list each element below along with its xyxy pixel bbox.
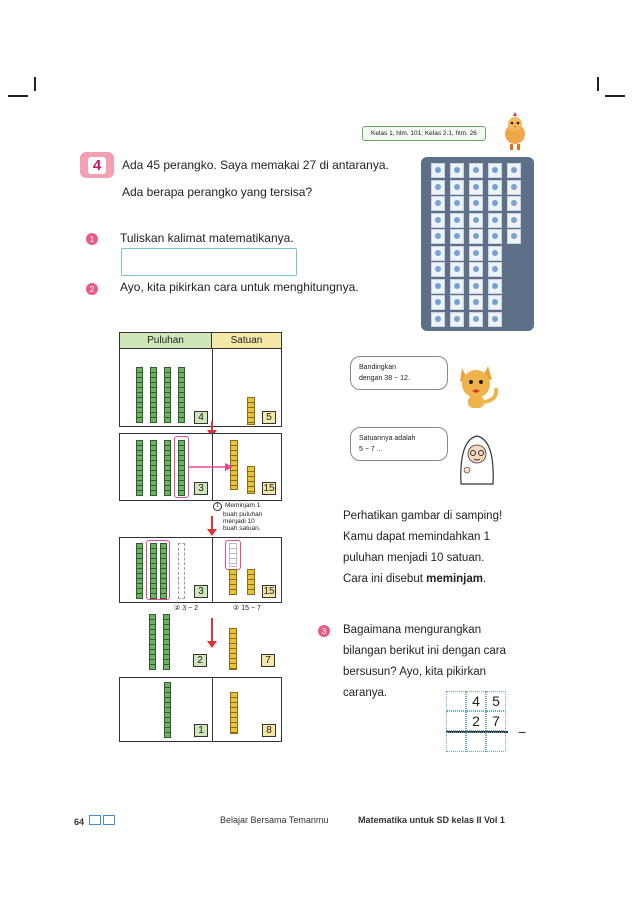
stamp-icon <box>469 246 483 261</box>
stamp-icon <box>488 262 502 277</box>
stamp-icon <box>431 312 445 327</box>
step-3-text: Bagaimana mengurangkan bilangan berikut ini dengan cara bersusun? Ayo, kita pikirkan caranya. <box>343 624 507 699</box>
step-1-badge: 1 <box>86 233 98 245</box>
stamp-icon <box>450 295 464 310</box>
stamp-icon <box>450 246 464 261</box>
stamp-icon <box>431 163 445 178</box>
page-footer <box>74 815 540 825</box>
stamp-icon <box>450 229 464 244</box>
step-2-text: Ayo, kita pikirkan cara untuk menghitungnya. <box>120 280 359 294</box>
stamp-icon <box>469 262 483 277</box>
question-number-badge: 4 <box>80 152 114 178</box>
stamp-icon <box>431 246 445 261</box>
stamp-icon <box>431 295 445 310</box>
cat-speech-bubble: Bandingkan dengan 38 − 12. <box>350 356 448 390</box>
stamp-icon <box>431 213 445 228</box>
stamp-icon <box>431 180 445 195</box>
minus-sign: − <box>518 724 527 740</box>
row1-satuan-value: 5 <box>262 411 276 424</box>
arrow-down-3 <box>211 618 213 642</box>
stamp-icon <box>469 295 483 310</box>
stamp-icon <box>469 196 483 211</box>
footer-left-text: Belajar Bersama Temanmu <box>220 815 329 825</box>
stamp-icon <box>507 163 521 178</box>
stamp-icon <box>431 229 445 244</box>
stamp-icon <box>450 262 464 277</box>
stamp-icon <box>507 229 521 244</box>
stamp-icon <box>450 279 464 294</box>
row-borrow <box>119 433 282 501</box>
stamp-icon <box>488 213 502 228</box>
stamp-icon <box>507 213 521 228</box>
row5-satuan-value: 8 <box>262 724 276 737</box>
stamp-icon <box>469 163 483 178</box>
question-line-2: Ada berapa perangko yang tersisa? <box>122 185 313 199</box>
stamp-icon <box>469 213 483 228</box>
step-2-badge: 2 <box>86 283 98 295</box>
top-ones-digit: 5 <box>486 691 506 711</box>
step-1-text: Tuliskan kalimat matematikanya. <box>120 231 294 245</box>
row2-satuan-value: 15 <box>263 483 275 494</box>
stamp-icon <box>450 180 464 195</box>
stamp-icon <box>431 279 445 294</box>
column-subtraction-grid <box>446 691 510 751</box>
row3-satuan-value: 15 <box>263 586 275 597</box>
footer-right-text: Matematika untuk SD kelas II Vol 1 <box>358 815 505 825</box>
bottom-tens-digit: 2 <box>466 711 486 731</box>
stamp-sheet-illustration <box>421 157 534 331</box>
question-line-1: Ada 45 perangko. Saya memakai 27 di antaranya. <box>122 158 389 172</box>
row1-puluhan-value: 4 <box>194 411 208 424</box>
stamp-icon <box>488 295 502 310</box>
header-puluhan: Puluhan <box>119 332 212 349</box>
stamp-icon <box>488 312 502 327</box>
girl-speech-bubble: Satuannya adalah 5 − 7 ... <box>350 427 448 461</box>
stamp-icon <box>469 312 483 327</box>
row4-satuan-value: 7 <box>261 654 275 667</box>
row5-puluhan-value: 1 <box>194 724 208 737</box>
row3-puluhan-value: 3 <box>194 585 208 598</box>
arrow-down-2 <box>211 516 213 530</box>
row-45 <box>119 348 282 427</box>
reference-tag: Kelas 1, hlm. 101; Kelas 2.1, hlm. 26 <box>362 126 486 141</box>
stamp-icon <box>450 213 464 228</box>
answer-cell-ones[interactable] <box>486 732 506 752</box>
cat-character-icon <box>452 358 504 410</box>
top-tens-digit: 4 <box>466 691 486 711</box>
chick-mascot-icon <box>500 112 530 152</box>
stamp-icon <box>507 196 521 211</box>
bottom-ones-digit: 7 <box>486 711 506 731</box>
row-result <box>119 677 282 742</box>
row4-puluhan-value: 2 <box>193 654 207 667</box>
arrow-down-1 <box>211 421 213 431</box>
label-subtract-satuan: ② 15 − 7 <box>233 605 261 612</box>
stamp-icon <box>469 229 483 244</box>
stamp-icon <box>488 246 502 261</box>
stamp-icon <box>469 180 483 195</box>
stamp-icon <box>488 180 502 195</box>
stamp-icon <box>507 180 521 195</box>
label-subtract-puluhan: ② 3 − 2 <box>174 605 198 612</box>
stamp-icon <box>488 279 502 294</box>
row-regrouped <box>119 537 282 603</box>
stamp-icon <box>431 196 445 211</box>
step-3-badge: 3 <box>318 625 330 637</box>
row2-puluhan-value: 3 <box>194 482 208 495</box>
stamp-icon <box>469 279 483 294</box>
stamp-icon <box>450 312 464 327</box>
crop-mark-right <box>605 75 625 97</box>
answer-cell-hundreds[interactable] <box>446 732 466 752</box>
move-arrow-icon <box>189 462 233 472</box>
page-number: 64 <box>74 817 85 825</box>
explanation-text: Perhatikan gambar di samping! Kamu dapat memindahkan 1 puluhan menjadi 10 satuan. Cara ini disebut meminjam. <box>343 510 503 585</box>
stamp-icon <box>488 196 502 211</box>
crop-mark-left <box>8 75 28 97</box>
stamp-icon <box>488 163 502 178</box>
answer-cell-tens[interactable] <box>466 732 486 752</box>
girl-character-icon <box>455 430 499 486</box>
stamp-icon <box>488 229 502 244</box>
answer-input-box[interactable] <box>121 248 297 276</box>
header-satuan: Satuan <box>211 332 282 349</box>
stamp-icon <box>450 163 464 178</box>
borrow-note: 1 Meminjam 1 buah puluhan menjadi 10 buah satuan. <box>213 502 293 532</box>
stamp-icon <box>431 262 445 277</box>
stamp-icon <box>450 196 464 211</box>
